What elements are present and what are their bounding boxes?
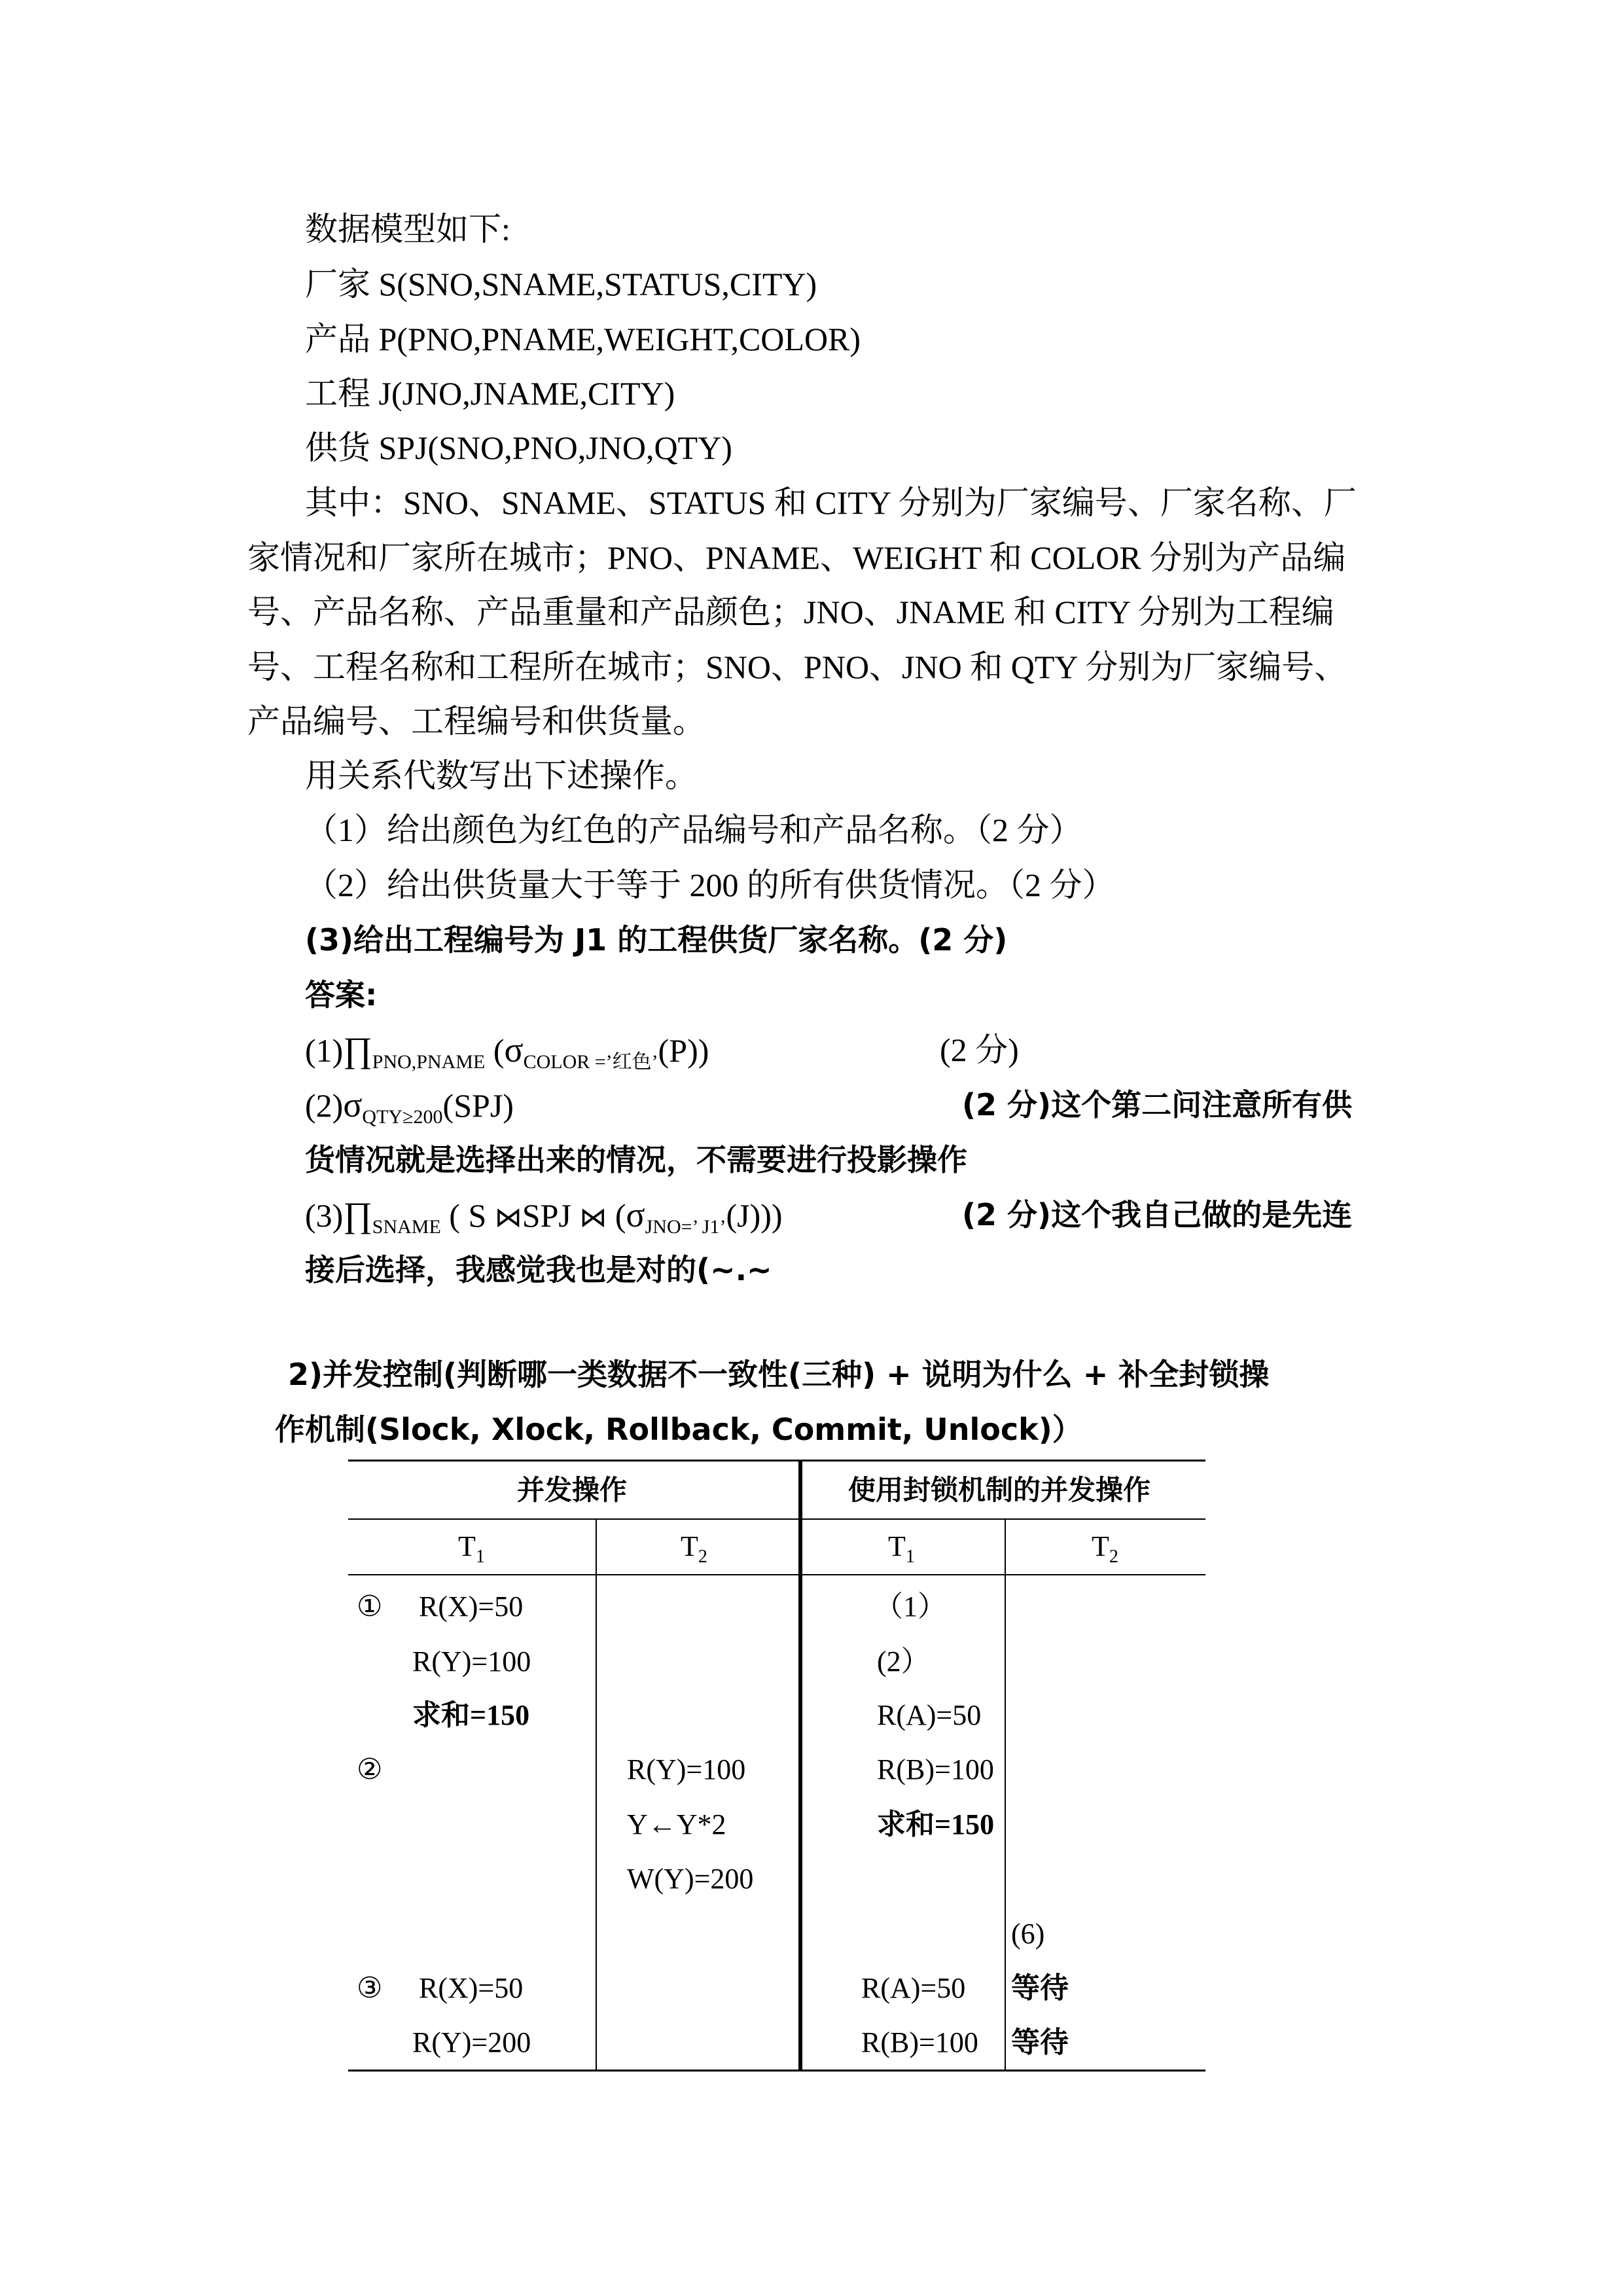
answers-title: 答案:	[305, 977, 378, 1013]
t1-lock-rb: R(B)=100	[877, 1753, 994, 1785]
question-3: (3)给出工程编号为 J1 的工程供货厂家名称。(2 分)	[305, 922, 1008, 958]
answer-2-prefix: (2)	[305, 1087, 344, 1124]
projection-symbol: ∏	[343, 1195, 372, 1234]
answer-3-part1: ( S	[440, 1197, 495, 1234]
t1-lock-ra-again: R(A)=50	[861, 1972, 966, 2004]
t1-lock-ra: R(A)=50	[877, 1699, 982, 1731]
t1-lock-step-1: （1）	[874, 1590, 946, 1623]
answer-3-prefix: (3)	[305, 1197, 344, 1234]
table-center-divider	[798, 1460, 802, 2072]
answer-1	[305, 1030, 709, 1082]
task-line: 用关系代数写出下述操作。	[305, 757, 698, 794]
answer-2-score: (2 分)这个第二问注意所有供	[962, 1087, 1353, 1122]
table-group-header-concurrent: 并发操作	[517, 1474, 628, 1506]
answer-1-open: (	[485, 1032, 505, 1069]
answer-3-part2: SPJ	[522, 1197, 580, 1234]
header-t2-left: $T_2$	[681, 1530, 707, 1567]
t2-cell-ry: R(Y)=100	[627, 1753, 746, 1785]
join-icon: ⋈	[579, 1203, 607, 1233]
question-2: （2）给出供货量大于等于 200 的所有供货情况。（2 分）	[305, 867, 1115, 903]
header-t1-right: $T_1$	[888, 1530, 915, 1567]
table-group-header-locking: 使用封锁机制的并发操作	[848, 1474, 1151, 1506]
projection-subscript: PNO,PNAME	[372, 1051, 486, 1073]
t1-lock-step-2: (2）	[877, 1645, 930, 1677]
t1-lock-sum: 求和=150	[877, 1808, 995, 1840]
concurrency-heading-cont: 作机制(Slock, Xlock, Rollback, Commit, Unlock)）	[275, 1412, 1082, 1447]
explain-line-1: 其中：SNO、SNAME、STATUS 和 CITY 分别为厂家编号、厂家名称、厂	[305, 484, 1357, 521]
projection-symbol: ∏	[343, 1030, 372, 1069]
model-line-j: 工程 J(JNO,JNAME,CITY)	[305, 375, 675, 412]
answer-2-arg: (SPJ)	[442, 1087, 514, 1124]
t2-lock-wait-2: 等待	[1011, 2026, 1069, 2058]
model-line-spj: 供货 SPJ(SNO,PNO,JNO,QTY)	[305, 429, 732, 466]
selection-subscript: QTY≥200	[362, 1106, 443, 1128]
answer-2-note: 货情况就是选择出来的情况，不需要进行投影操作	[305, 1142, 967, 1177]
t2-lock-step-6: (6)	[1011, 1918, 1045, 1950]
table-top-rule	[348, 1460, 1205, 1462]
step-marker-2: ②	[357, 1753, 383, 1786]
answer-2	[305, 1085, 514, 1137]
answer-1-score: (2 分)	[940, 1031, 1019, 1068]
answer-3-note: 接后选择，我感觉我也是对的(~.~	[305, 1252, 772, 1287]
t1-cell-ry: R(Y)=100	[412, 1645, 531, 1677]
projection-subscript: SNAME	[372, 1216, 441, 1238]
explain-line-2: 家情况和厂家所在城市；PNO、PNAME、WEIGHT 和 COLOR 分别为产品编	[247, 539, 1346, 576]
concurrency-heading: 2)并发控制(判断哪一类数据不一致性(三种) + 说明为什么 + 补全封锁操	[288, 1357, 1270, 1392]
t2-cell-update: Y←Y*2	[627, 1808, 726, 1840]
join-icon: ⋈	[494, 1203, 522, 1233]
selection-subscript: COLOR =’红色’	[523, 1051, 658, 1073]
answer-1-arg: (P))	[658, 1032, 709, 1069]
selection-symbol: σ	[626, 1195, 645, 1234]
model-line-p: 产品 P(PNO,PNAME,WEIGHT,COLOR)	[305, 321, 861, 357]
answer-3-arg: (J)))	[726, 1197, 783, 1234]
t1-cell-sum: 求和=150	[412, 1699, 530, 1731]
model-line-s: 厂家 S(SNO,SNAME,STATUS,CITY)	[305, 266, 817, 302]
t1-cell-rx-again: R(X)=50	[419, 1972, 524, 2004]
explain-line-5: 产品编号、工程编号和供货量。	[247, 703, 705, 740]
answer-3-part3: (	[607, 1197, 626, 1234]
answer-3	[305, 1195, 783, 1247]
t1-cell-rx: R(X)=50	[419, 1590, 524, 1623]
model-title: 数据模型如下:	[305, 211, 510, 247]
t1-cell-ry-again: R(Y)=200	[412, 2026, 531, 2058]
t2-cell-wy: W(Y)=200	[627, 1863, 754, 1895]
header-t1-left: $T_1$	[458, 1530, 485, 1567]
t2-lock-wait-1: 等待	[1011, 1972, 1069, 2004]
answer-3-score: (2 分)这个我自己做的是先连	[962, 1197, 1353, 1232]
selection-symbol: σ	[504, 1030, 524, 1069]
explain-line-3: 号、产品名称、产品重量和产品颜色；JNO、JNAME 和 CITY 分别为工程编	[247, 594, 1334, 630]
table-col-divider-left	[596, 1518, 597, 2072]
header-t2-right: $T_2$	[1092, 1530, 1118, 1567]
t1-lock-rb-again: R(B)=100	[861, 2026, 978, 2058]
step-marker-1: ①	[357, 1590, 383, 1623]
answer-1-prefix: (1)	[305, 1032, 344, 1069]
selection-symbol: σ	[343, 1085, 363, 1124]
table-col-divider-right	[1005, 1518, 1006, 2072]
question-1: （1）给出颜色为红色的产品编号和产品名称。（2 分）	[305, 812, 1082, 848]
explain-line-4: 号、工程名称和工程所在城市；SNO、PNO、JNO 和 QTY 分别为厂家编号、	[247, 649, 1347, 685]
step-marker-3: ③	[357, 1971, 383, 2005]
table-bottom-rule	[348, 2070, 1205, 2072]
selection-subscript: JNO=’ J1’	[645, 1216, 726, 1238]
table-group-rule	[348, 1518, 1205, 1520]
